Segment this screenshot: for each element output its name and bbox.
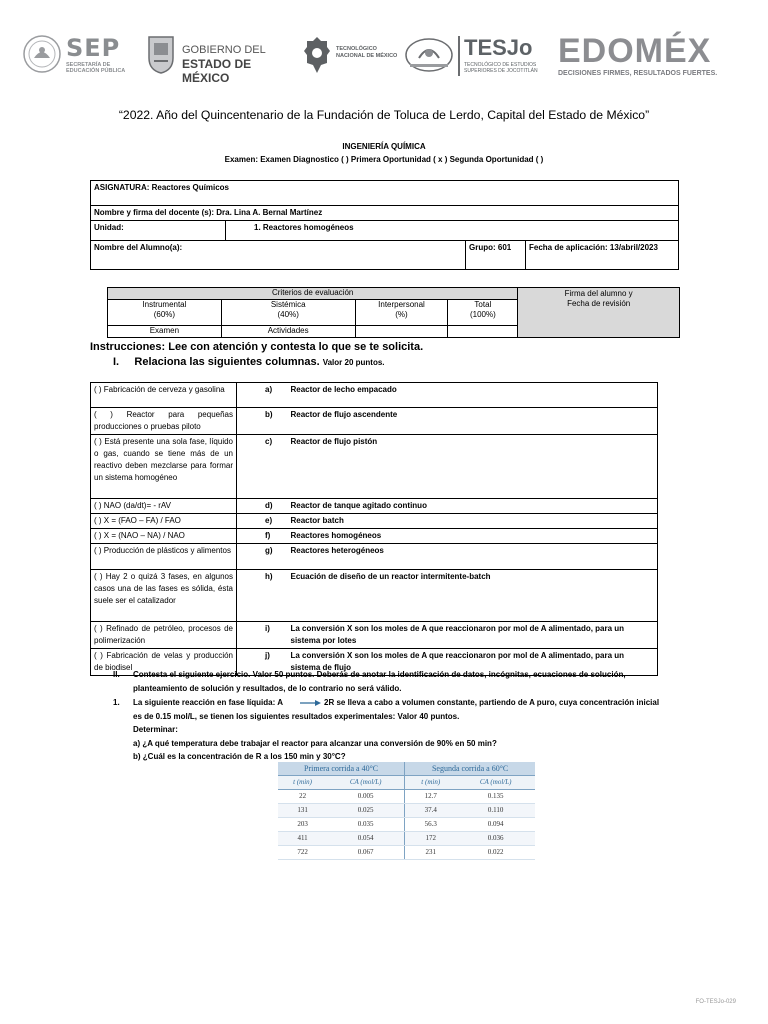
gobierno-line1: GOBIERNO DEL: [182, 44, 266, 56]
item-line2: es de 0.15 mol/L, se tienen los siguientes resultados experimentales: Valor 40 puntos.: [133, 712, 460, 721]
match-left-cell: ( ) Fabricación de cerveza y gasolina: [91, 383, 237, 408]
run2-header: Segunda corrida a 60°C: [405, 762, 535, 776]
criteria-col-percent: (40%): [277, 310, 299, 319]
col-t-header: t (min): [405, 776, 457, 790]
gobierno-line2: ESTADO DE MÉXICO: [182, 57, 252, 85]
edomex-name: EDOMÉX: [558, 32, 712, 70]
criteria-col-label: Instrumental: [142, 300, 187, 309]
match-letter: c): [237, 435, 288, 499]
edomex-tagline: DECISIONES FIRMES, RESULTADOS FUERTES.: [558, 70, 718, 77]
criteria-col-percent: (60%): [153, 310, 176, 319]
section-1-heading: [113, 356, 385, 369]
col-ca-header: CA (mol/L): [456, 776, 535, 790]
criteria-col-percent: (%): [395, 310, 408, 319]
unidad-label-cell: Unidad:: [91, 221, 226, 241]
table-cell: 12.7: [405, 790, 457, 804]
section-1-value: Valor 20 puntos.: [322, 358, 385, 367]
question-a: a) ¿A qué temperatura debe trabajar el reactor para alcanzar una conversión de 90% en 50 min?: [133, 739, 497, 748]
criteria-col-percent: (100%): [469, 310, 496, 319]
match-right-cell: Reactores heterogéneos: [288, 544, 658, 570]
match-right-cell: Reactor batch: [288, 514, 658, 529]
table-cell: 0.036: [456, 832, 535, 846]
match-left-cell: ( ) Reactor para pequeñas producciones o pruebas piloto: [91, 408, 237, 435]
table-cell: 203: [278, 818, 327, 832]
exam-info-table: [90, 180, 679, 270]
criteria-row3-cell: [355, 326, 448, 338]
tesjo-name: TESJo: [464, 35, 533, 60]
table-row: [278, 790, 535, 804]
matching-table: [90, 382, 658, 676]
criteria-col-label: Sistémica: [270, 300, 306, 309]
table-cell: 722: [278, 846, 327, 860]
table-cell: 0.035: [327, 818, 405, 832]
table-cell: 0.094: [456, 818, 535, 832]
exam-type-line: Examen: Examen Diagnostico ( ) Primera Oportunidad ( x ) Segunda Oportunidad ( ): [224, 155, 544, 164]
match-letter: d): [237, 499, 288, 514]
reaction-arrow-icon: [300, 699, 322, 707]
experimental-data-table: [278, 762, 535, 860]
gobierno-logo: [146, 30, 296, 86]
edomex-logo: [558, 30, 752, 86]
match-letter: e): [237, 514, 288, 529]
career-title: INGENIERÍA QUÍMICA: [342, 142, 426, 151]
tesjo-subtitle-1: TECNOLÓGICO DE ESTUDIOS: [464, 62, 537, 68]
table-cell: 22: [278, 790, 327, 804]
sep-subtitle-1: SECRETARÍA DE: [66, 62, 111, 68]
criteria-col-sistemica: [221, 300, 355, 326]
match-left-cell: ( ) Está presente una sola fase, líquido o gas, cuando se tiene más de un reactivo deben mezclarse para formar un sistema homogéneo: [91, 435, 237, 499]
match-letter: h): [237, 570, 288, 622]
match-letter: i): [237, 622, 288, 649]
table-row: [278, 832, 535, 846]
state-shield-icon: [146, 34, 176, 74]
tecnm-line1: TECNOLÓGICO: [336, 46, 377, 52]
item-line1-a: La siguiente reacción en fase líquida: A: [133, 698, 283, 707]
col-ca-header: CA (mol/L): [327, 776, 405, 790]
question-b: b) ¿Cuál es la concentración de R a los 150 min y 30°C?: [133, 752, 346, 761]
match-left-cell: ( ) Refinado de petróleo, procesos de polimerización: [91, 622, 237, 649]
table-cell: 131: [278, 804, 327, 818]
match-letter: g): [237, 544, 288, 570]
unidad-value-cell: 1. Reactores homogéneos: [226, 221, 679, 241]
docente-cell: Nombre y firma del docente (s): Dra. Lina A. Bernal Martínez: [91, 206, 679, 221]
match-right-cell: Reactor de tanque agitado continuo: [288, 499, 658, 514]
table-row: [278, 804, 535, 818]
match-right-cell: Reactor de flujo ascendente: [288, 408, 658, 435]
table-cell: 0.022: [456, 846, 535, 860]
match-left-cell: ( ) NAO (da/dt)= - rAV: [91, 499, 237, 514]
match-right-cell: Reactores homogéneos: [288, 529, 658, 544]
run1-header: Primera corrida a 40°C: [278, 762, 405, 776]
tecnm-logo: [304, 30, 404, 86]
grupo-cell: Grupo: 601: [466, 241, 526, 270]
section-2-number: II.: [113, 670, 120, 679]
criteria-col-instrumental: [108, 300, 222, 326]
table-row: [278, 846, 535, 860]
tesjo-subtitle-2: SUPERIORES DE JOCOTITLÁN: [464, 68, 538, 74]
match-left-cell: ( ) Hay 2 o quizá 3 fases, en algunos casos una de las fases es sólida, ésta suele ser el catalizador: [91, 570, 237, 622]
sep-logo: [22, 30, 140, 86]
item-line1-b: 2R se lleva a cabo a volumen constante, partiendo de A puro, cuya concentración inicial: [324, 698, 660, 707]
criteria-col-total: [448, 300, 518, 326]
table-cell: 0.025: [327, 804, 405, 818]
instructions: Instrucciones: Lee con atención y contesta lo que se te solicita.: [90, 341, 424, 353]
table-cell: 0.054: [327, 832, 405, 846]
criteria-table: [107, 287, 680, 338]
header-logos: [22, 30, 752, 86]
section-2-line2: planteamiento de solución y resultados, de lo contrario no será válido.: [133, 684, 402, 693]
tesjo-logo: [402, 30, 562, 86]
section-2-line1: Contesta el siguiente ejercicio. Valor 50 puntos. Deberás de anotar la identificación de datos, incógnitas, ecuaciones de solución,: [133, 670, 626, 679]
criteria-row3-cell: Examen: [108, 326, 222, 338]
table-cell: 231: [405, 846, 457, 860]
match-left-cell: ( ) X = (NAO – NA) / NAO: [91, 529, 237, 544]
motto: “2022. Año del Quincentenario de la Fundación de Toluca de Lerdo, Capital del Estado de México”: [118, 108, 650, 122]
criteria-col-label: Total: [474, 300, 492, 309]
firma-cell: [518, 288, 680, 338]
firma-line2: Fecha de revisión: [567, 299, 631, 308]
firma-line1: Firma del alumno y: [564, 289, 633, 298]
match-right-cell: Reactor de lecho empacado: [288, 383, 658, 408]
sep-name: SEP: [66, 34, 121, 62]
table-cell: 411: [278, 832, 327, 846]
table-cell: 37.4: [405, 804, 457, 818]
table-cell: 56.3: [405, 818, 457, 832]
mexico-seal-icon: [22, 34, 62, 74]
tecnm-gear-icon: [304, 35, 330, 75]
tecnm-line2: NACIONAL DE MÉXICO: [336, 53, 398, 59]
tesjo-emblem-icon: [404, 36, 454, 74]
sep-subtitle-2: EDUCACIÓN PÚBLICA: [66, 68, 126, 74]
tesjo-divider: [458, 36, 460, 76]
footer-code: FO-TESJo-029: [695, 999, 736, 1005]
table-cell: 0.005: [327, 790, 405, 804]
item-number: 1.: [113, 698, 120, 707]
table-cell: 0.135: [456, 790, 535, 804]
criteria-title-cell: Criterios de evaluación: [108, 288, 518, 300]
match-left-cell: ( ) X = (FAO – FA) / FAO: [91, 514, 237, 529]
match-right-cell: Reactor de flujo pistón: [288, 435, 658, 499]
criteria-row3-cell: [448, 326, 518, 338]
table-row: [278, 818, 535, 832]
fecha-cell: Fecha de aplicación: 13/abril/2023: [526, 241, 679, 270]
match-right-cell: La conversión X son los moles de A que reaccionaron por mol de A alimentado, para un sistema de flujo: [288, 649, 658, 676]
asignatura-cell: ASIGNATURA: Reactores Químicos: [91, 181, 679, 206]
table-cell: 172: [405, 832, 457, 846]
criteria-col-label: Interpersonal: [378, 300, 425, 309]
table-cell: 0.067: [327, 846, 405, 860]
match-left-cell: ( ) Fabricación de velas y producción de biodisel: [91, 649, 237, 676]
match-letter: f): [237, 529, 288, 544]
match-right-cell: La conversión X son los moles de A que reaccionaron por mol de A alimentado, para un sistema por lotes: [288, 622, 658, 649]
section-1-number: I.: [113, 356, 120, 368]
match-left-cell: ( ) Producción de plásticos y alimentos: [91, 544, 237, 570]
match-letter: j): [237, 649, 288, 676]
criteria-col-interpersonal: [355, 300, 448, 326]
col-t-header: t (min): [278, 776, 327, 790]
match-letter: b): [237, 408, 288, 435]
table-cell: 0.110: [456, 804, 535, 818]
section-1-title: Relaciona las siguientes columnas.: [134, 356, 320, 368]
alumno-name-cell: Nombre del Alumno(a):: [91, 241, 466, 270]
criteria-row3-cell: Actividades: [221, 326, 355, 338]
match-letter: a): [237, 383, 288, 408]
match-right-cell: Ecuación de diseño de un reactor intermitente-batch: [288, 570, 658, 622]
determinar-label: Determinar:: [133, 725, 178, 734]
